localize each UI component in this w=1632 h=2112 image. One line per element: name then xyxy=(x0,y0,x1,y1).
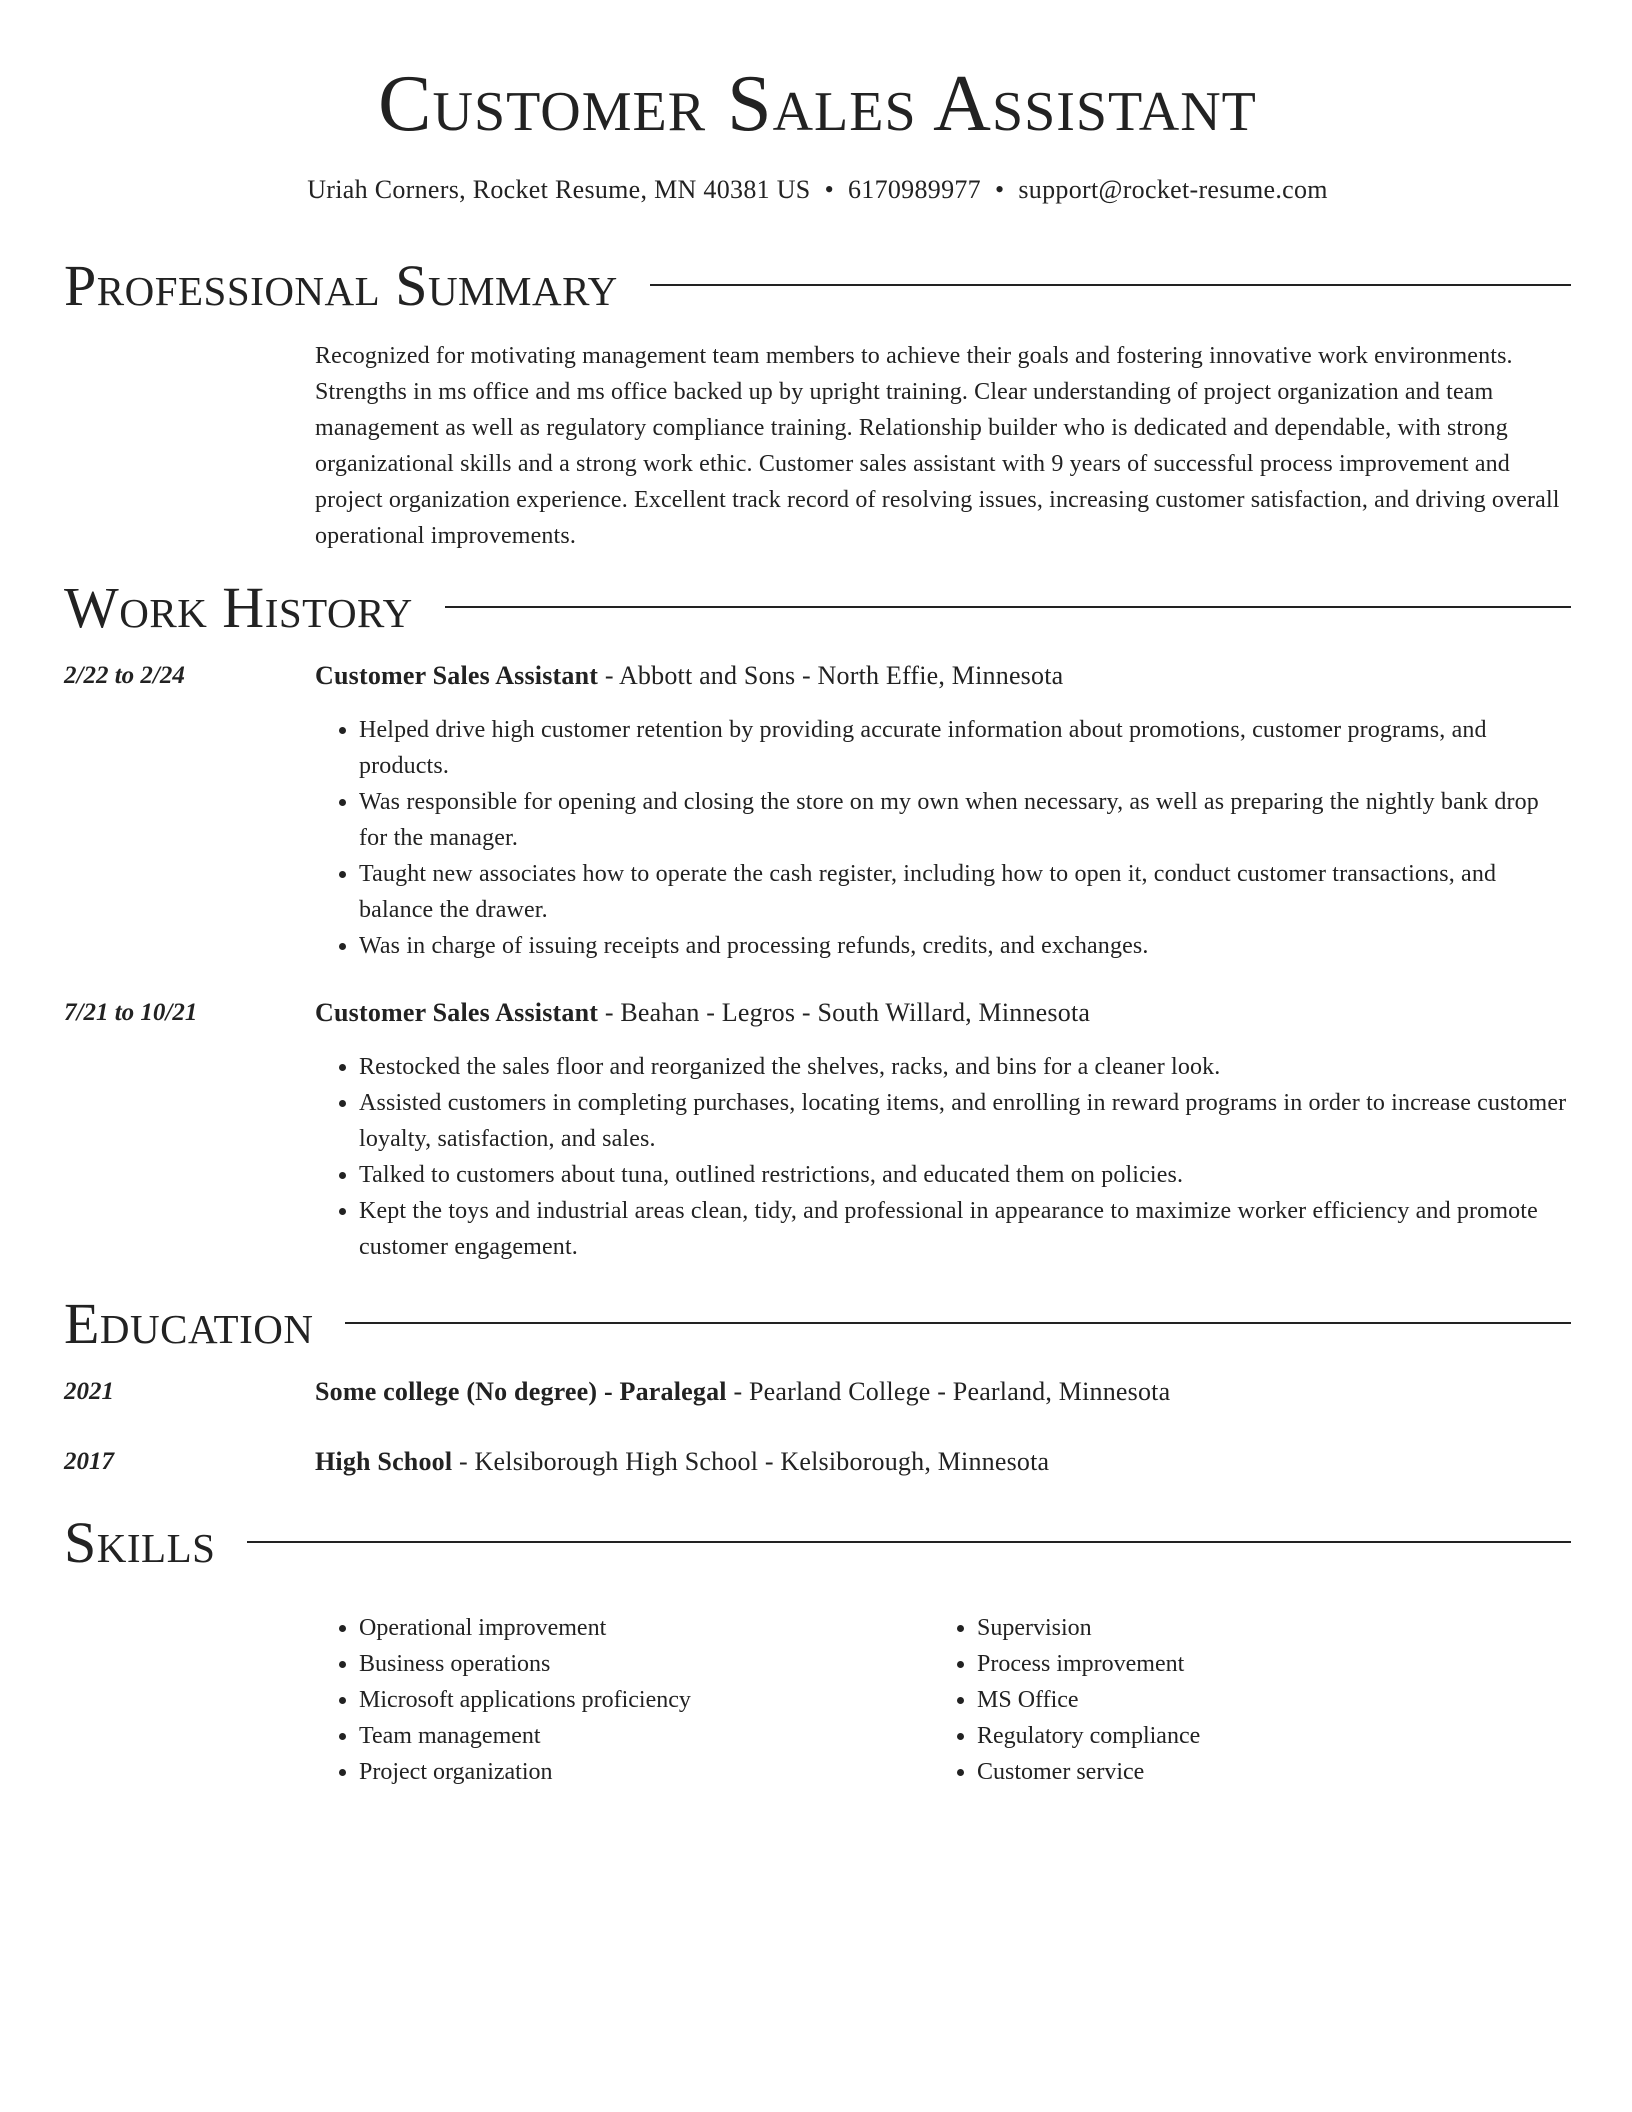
skills-list-left xyxy=(315,1610,933,1790)
job-employer: - Beahan - Legros - South Willard, Minnesota xyxy=(598,998,1091,1027)
job-bullet: • Helped drive high customer retention by providing accurate information about promotions, customer programs, and products. xyxy=(359,712,1571,784)
education-degree: High School xyxy=(315,1447,453,1476)
job-dates: 2/22 to 2/24 xyxy=(64,662,185,689)
skills-columns xyxy=(315,1610,1571,1790)
job-bullet: • Was in charge of issuing receipts and processing refunds, credits, and exchanges. xyxy=(359,928,1571,964)
skill-item: • Customer service xyxy=(977,1754,1551,1790)
education-year: 2021 xyxy=(64,1378,114,1405)
section-divider xyxy=(345,1322,1571,1324)
candidate-name: Customer Sales Assistant xyxy=(378,60,1257,148)
skill-item: • Process improvement xyxy=(977,1646,1551,1682)
job-bullet: • Restocked the sales floor and reorganized the shelves, racks, and bins for a cleaner look. xyxy=(359,1049,1571,1085)
skill-item: • Operational improvement xyxy=(359,1610,933,1646)
job-title-line xyxy=(315,658,1063,694)
skill-item: • Supervision xyxy=(977,1610,1551,1646)
education-section-header xyxy=(64,1289,1571,1359)
skill-item: • Project organization xyxy=(359,1754,933,1790)
job-bullet: • Assisted customers in completing purchases, locating items, and enrolling in reward programs in order to increase customer loyalty, satisfaction, and sales. xyxy=(359,1085,1571,1157)
section-title-work: Work History xyxy=(64,575,413,640)
contact-phone: 6170989977 xyxy=(847,175,981,204)
job-bullet: • Talked to customers about tuna, outlined restrictions, and educated them on policies. xyxy=(359,1157,1571,1193)
contact-separator: • xyxy=(824,175,834,204)
skills-section-header xyxy=(64,1508,1571,1578)
section-divider xyxy=(247,1541,1571,1543)
contact-line xyxy=(64,172,1571,208)
job-bullet: • Taught new associates how to operate the cash register, including how to open it, conduct customer transactions, and balance the drawer. xyxy=(359,856,1571,928)
section-title-education: Education xyxy=(64,1291,314,1356)
education-school: - Pearland College - Pearland, Minnesota xyxy=(726,1377,1171,1406)
skill-item: • Regulatory compliance xyxy=(977,1718,1551,1754)
education-line xyxy=(315,1444,1049,1480)
skill-item: • Team management xyxy=(359,1718,933,1754)
education-degree: Some college (No degree) - Paralegal xyxy=(315,1377,727,1406)
summary-text: Recognized for motivating management team members to achieve their goals and fostering innovative work environments. Strengths in ms office and ms office backed up by upright training. Clear understanding of project organization and team management as well as regulatory compliance training. Relationship builder who is dedicated and dependable, with strong organizational skills and a strong work ethic. Customer sales assistant with 9 years of successful process improvement and project organization experience. Excellent track record of resolving issues, increasing customer satisfaction, and driving overall operational improvements. xyxy=(315,343,1560,549)
job-title-line xyxy=(315,995,1090,1031)
education-line xyxy=(315,1374,1170,1410)
education-year: 2017 xyxy=(64,1448,114,1475)
job-bullet: • Kept the toys and industrial areas clean, tidy, and professional in appearance to maximize worker efficiency and promote customer engagement. xyxy=(359,1193,1571,1265)
skill-item: • MS Office xyxy=(977,1682,1551,1718)
summary-section-header xyxy=(64,251,1571,321)
work-section-header xyxy=(64,573,1571,643)
contact-email: support@rocket-resume.com xyxy=(1018,175,1328,204)
section-divider xyxy=(650,284,1571,286)
contact-address: Uriah Corners, Rocket Resume, MN 40381 US xyxy=(307,175,811,204)
skill-item: • Business operations xyxy=(359,1646,933,1682)
section-title-skills: Skills xyxy=(64,1510,216,1575)
job-bullets xyxy=(315,712,1571,964)
job-bullets xyxy=(315,1049,1571,1265)
contact-separator: • xyxy=(994,175,1005,204)
section-divider xyxy=(445,606,1571,608)
skill-item: • Microsoft applications proficiency xyxy=(359,1682,933,1718)
job-dates: 7/21 to 10/21 xyxy=(64,999,198,1026)
section-title-summary: Professional Summary xyxy=(64,253,618,318)
education-school: - Kelsiborough High School - Kelsiborough, Minnesota xyxy=(452,1447,1050,1476)
job-employer: - Abbott and Sons - North Effie, Minnesota xyxy=(598,661,1064,690)
job-title: Customer Sales Assistant xyxy=(315,998,599,1027)
job-title: Customer Sales Assistant xyxy=(315,661,599,690)
skills-list-right xyxy=(933,1610,1551,1790)
job-bullet: • Was responsible for opening and closing the store on my own when necessary, as well as preparing the nightly bank drop for the manager. xyxy=(359,784,1571,856)
